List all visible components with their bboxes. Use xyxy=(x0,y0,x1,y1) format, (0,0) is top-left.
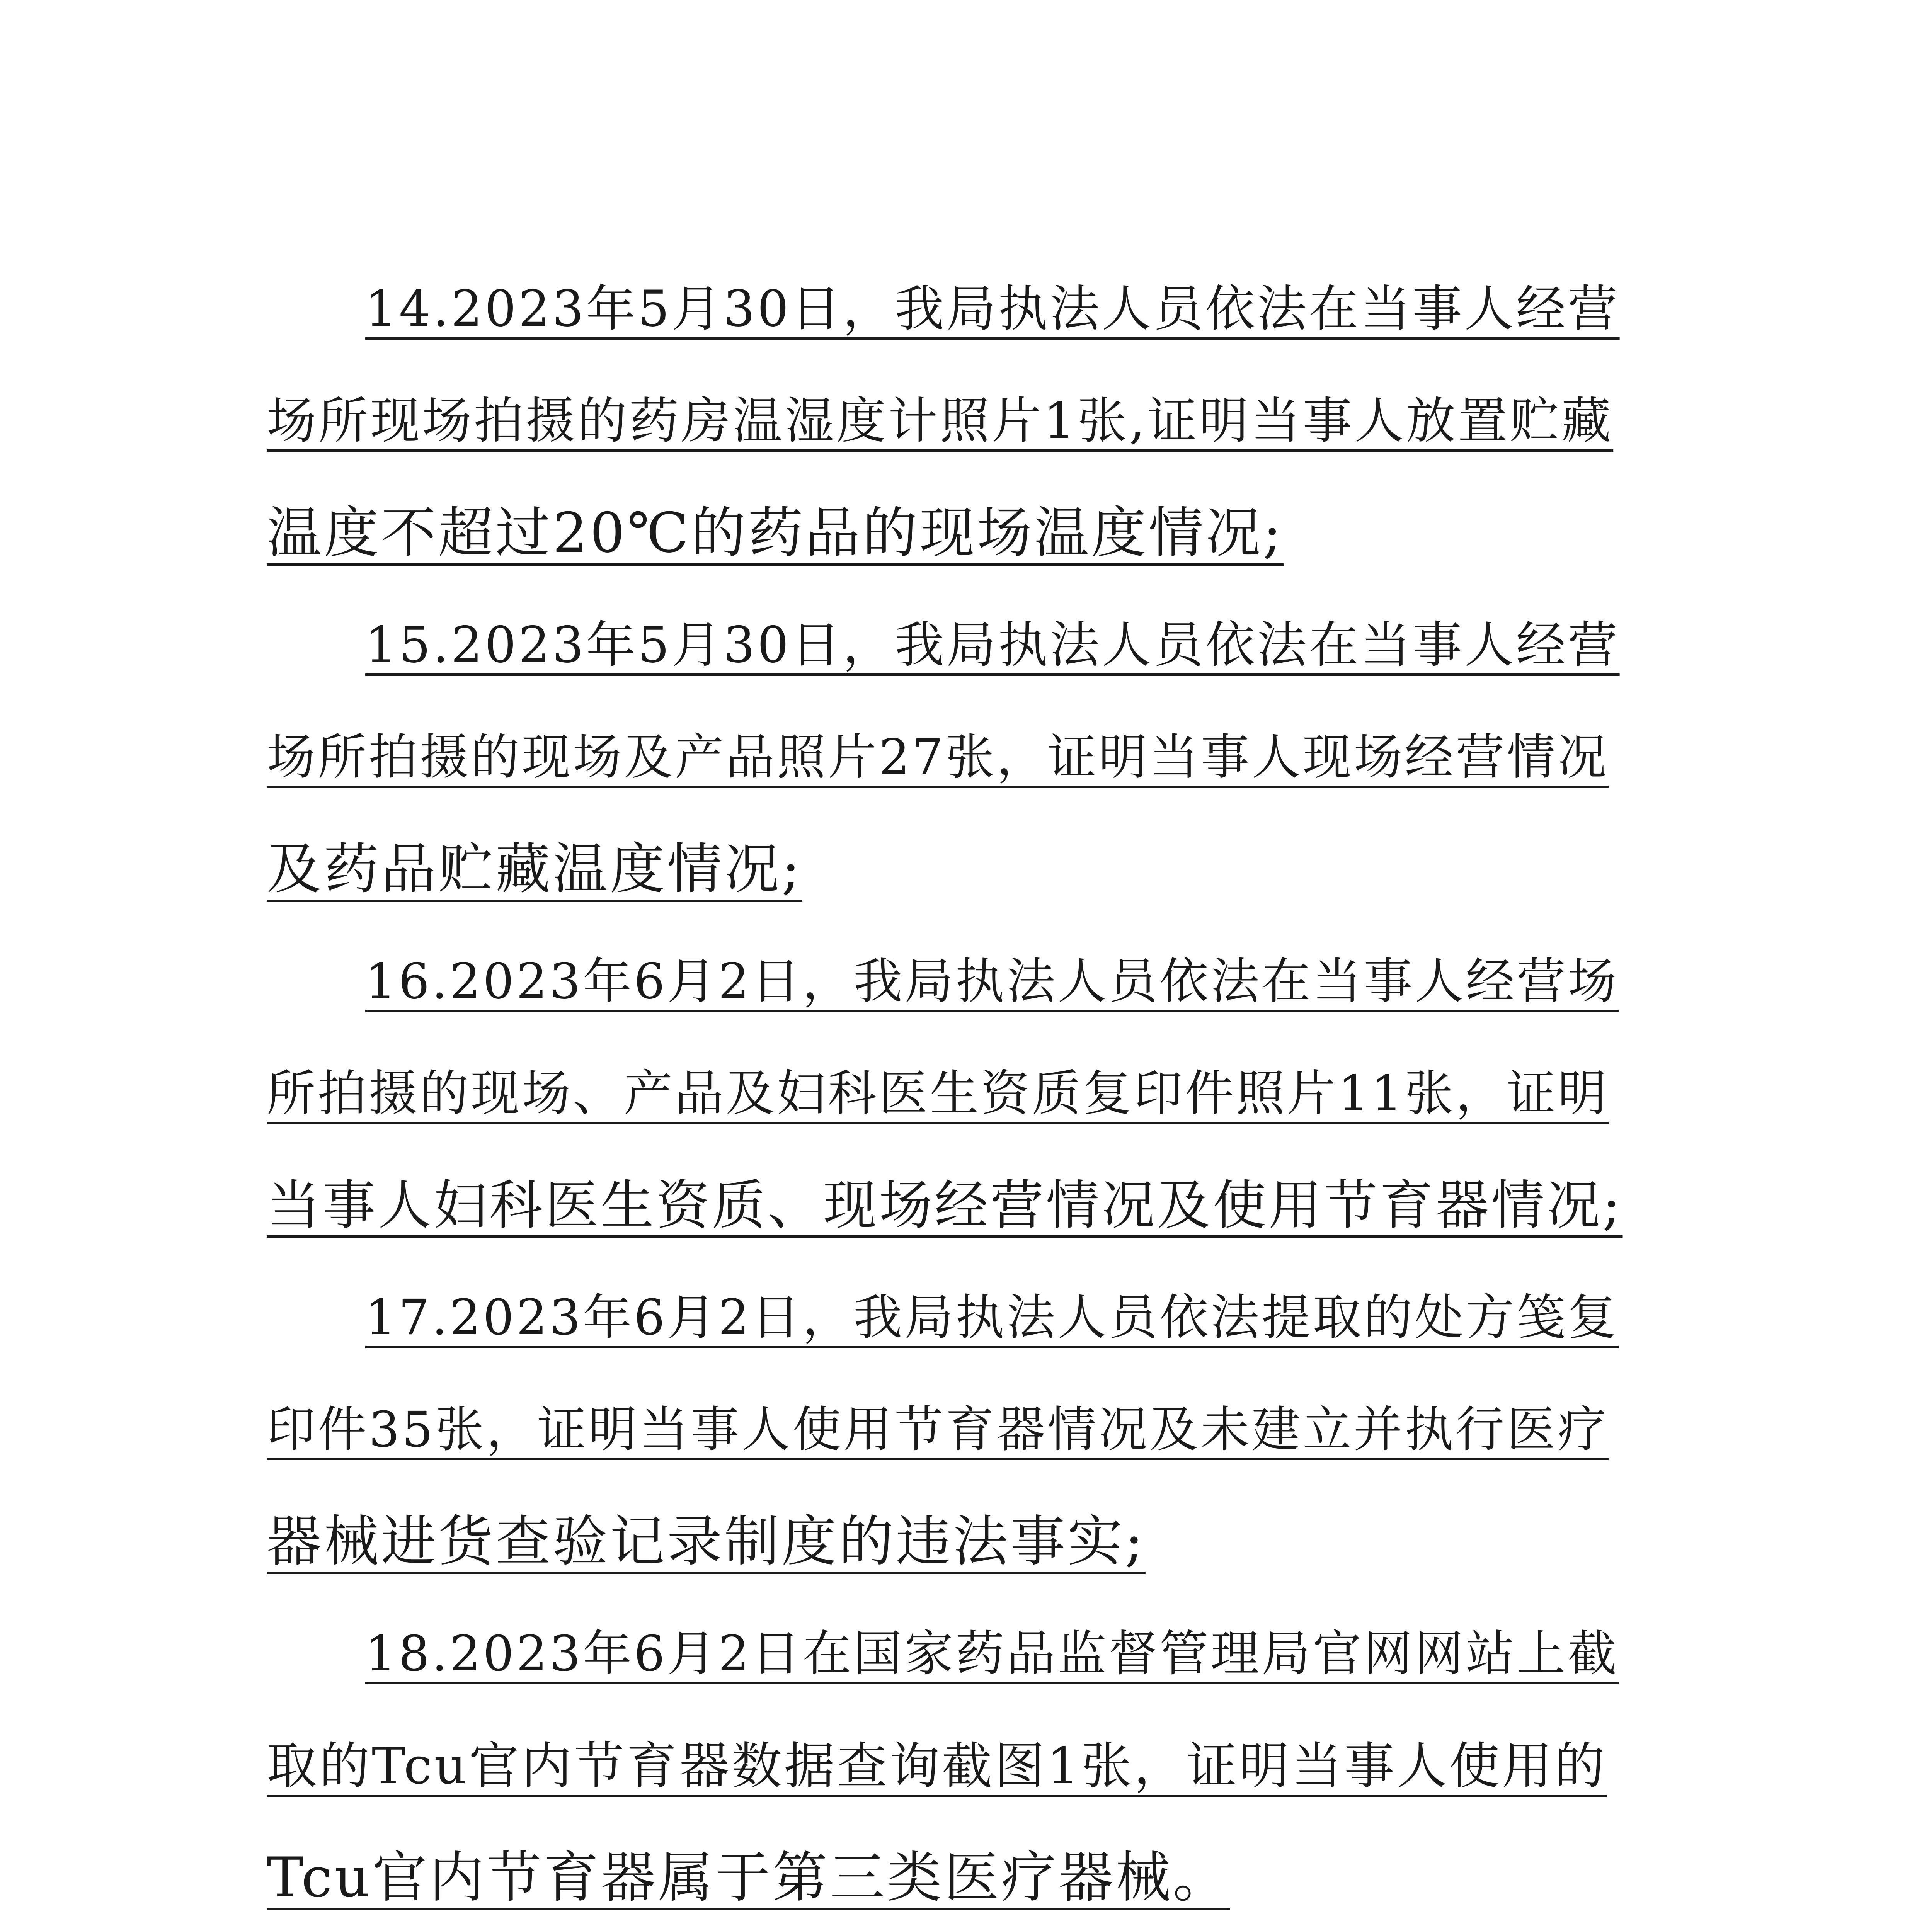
paragraph-1-line-3: 温度不超过20℃的药品的现场温度情况; xyxy=(267,501,1284,565)
paragraph-2-line-2: 场所拍摄的现场及产品照片27张，证明当事人现场经营情况 xyxy=(267,729,1609,786)
paragraph-4-line-1: 17.2023年6月2日，我局执法人员依法提取的处方笺复 xyxy=(365,1289,1619,1346)
paragraph-5-line-3: Tcu官内节育器属于第三类医疗器械。 xyxy=(267,1846,1230,1910)
paragraph-3-line-3: 当事人妇科医生资质、现场经营情况及使用节育器情况; xyxy=(267,1174,1623,1236)
paragraph-5-line-1: 18.2023年6月2日在国家药品监督管理局官网网站上截 xyxy=(365,1625,1619,1682)
paragraph-4-line-3: 器械进货查验记录制度的违法事实; xyxy=(267,1510,1146,1573)
paragraph-5-line-2: 取的Tcu官内节育器数据查询截图1张，证明当事人使用的 xyxy=(267,1736,1607,1795)
paragraph-2-line-1: 15.2023年5月30日，我局执法人员依法在当事人经营 xyxy=(365,616,1620,674)
paragraph-1-line-2: 场所现场拍摄的药房温湿度计照片1张,证明当事人放置贮藏 xyxy=(267,392,1614,450)
paragraph-1-line-1: 14.2023年5月30日，我局执法人员依法在当事人经营 xyxy=(365,280,1620,338)
paragraph-3-line-1: 16.2023年6月2日，我局执法人员依法在当事人经营场 xyxy=(365,953,1619,1010)
paragraph-4-line-2: 印件35张，证明当事人使用节育器情况及未建立并执行医疗 xyxy=(267,1401,1609,1458)
paragraph-2-line-3: 及药品贮藏温度情况; xyxy=(267,837,802,901)
paragraph-3-line-2: 所拍摄的现场、产品及妇科医生资质复印件照片11张，证明 xyxy=(267,1065,1609,1122)
